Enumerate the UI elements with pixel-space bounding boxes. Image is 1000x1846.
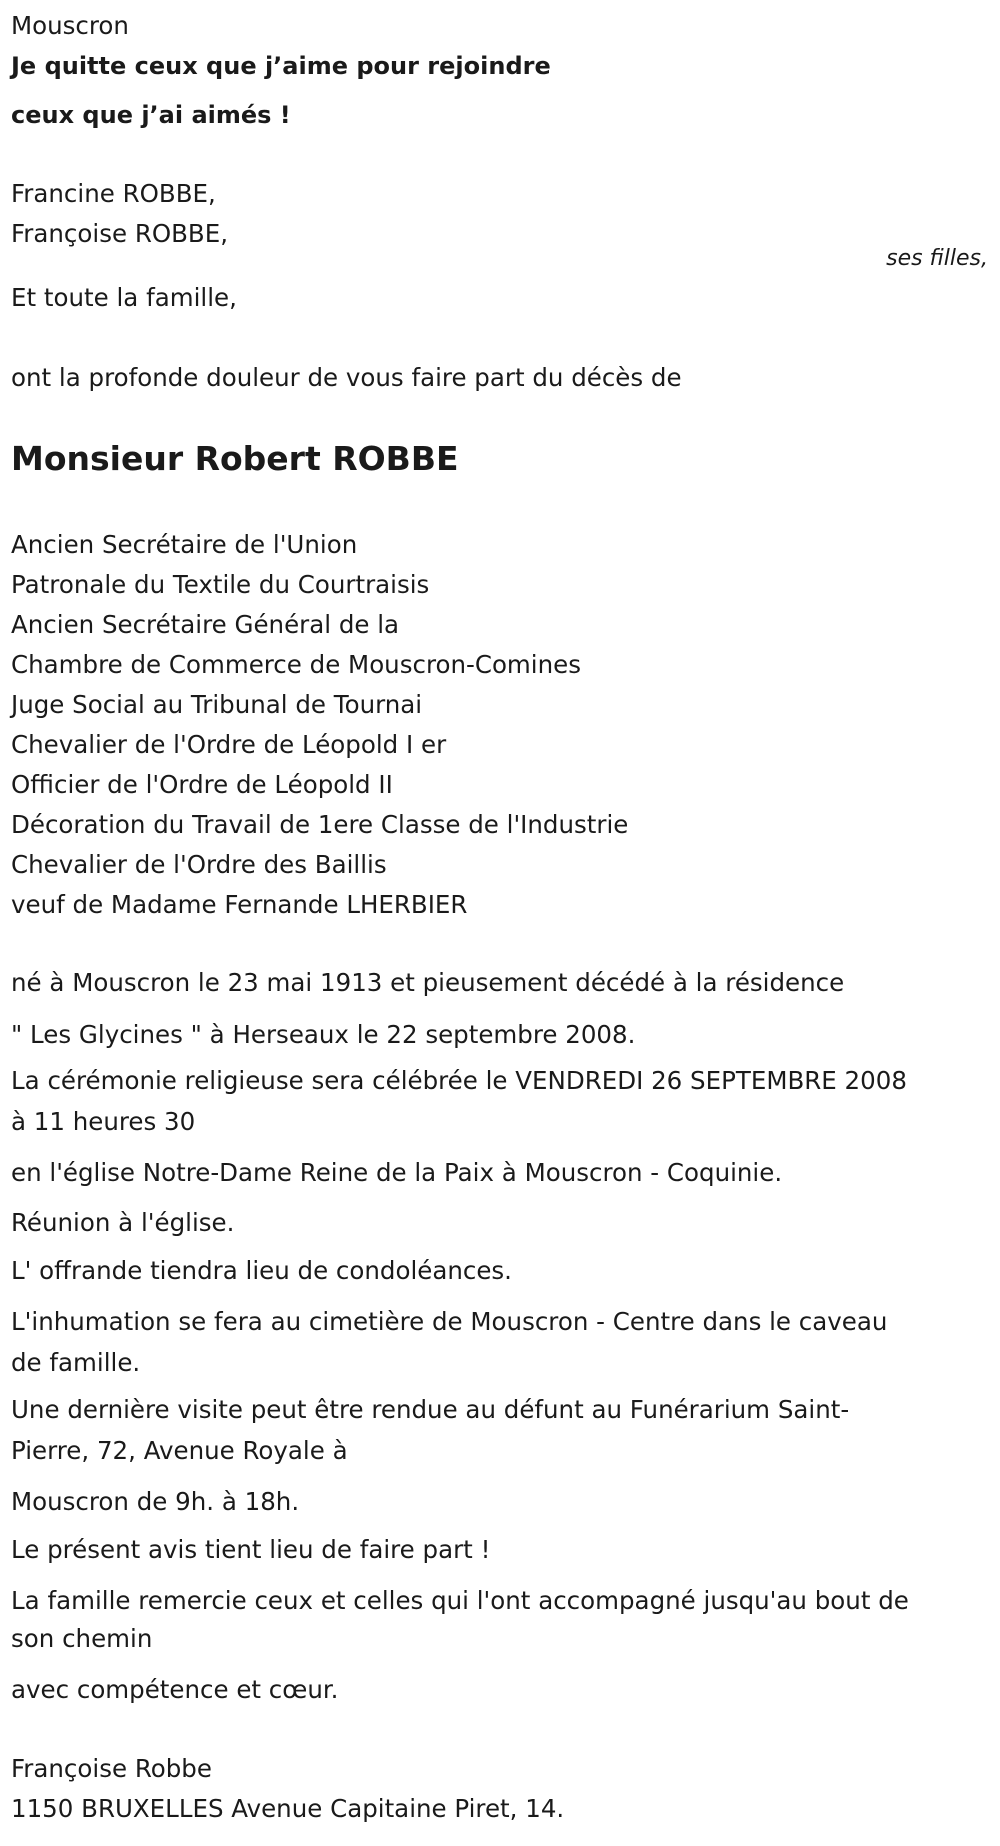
detail-line: né à Mouscron le 23 mai 1913 et pieusement décédé à la résidence (11, 968, 845, 997)
title-line: Juge Social au Tribunal de Tournai (11, 690, 423, 719)
announcement: ont la profonde douleur de vous faire part du décès de (11, 363, 682, 392)
detail-line: Une dernière visite peut être rendue au défunt au Funérarium Saint- (11, 1395, 850, 1424)
title-line: Chevalier de l'Ordre de Léopold I er (11, 730, 447, 759)
title-line: Chambre de Commerce de Mouscron-Comines (11, 650, 581, 679)
deceased-name: Monsieur Robert ROBBE (11, 439, 459, 478)
detail-line: Pierre, 72, Avenue Royale à (11, 1436, 348, 1465)
detail-line: en l'église Notre-Dame Reine de la Paix à Mouscron - Coquinie. (11, 1158, 783, 1187)
title-line: Décoration du Travail de 1ere Classe de l'Industrie (11, 810, 629, 839)
detail-line: L' offrande tiendra lieu de condoléances. (11, 1256, 512, 1285)
contact-address: 1150 BRUXELLES Avenue Capitaine Piret, 14. (11, 1794, 565, 1823)
quote-line: ceux que j’ai aimés ! (11, 101, 291, 129)
detail-line: avec compétence et cœur. (11, 1675, 339, 1704)
detail-line: à 11 heures 30 (11, 1107, 196, 1136)
detail-line: L'inhumation se fera au cimetière de Mouscron - Centre dans le caveau (11, 1307, 888, 1336)
family-member: Françoise ROBBE, (11, 219, 229, 248)
title-line: Officier de l'Ordre de Léopold II (11, 770, 393, 799)
city: Mouscron (11, 11, 129, 40)
detail-line: La famille remercie ceux et celles qui l'ont accompagné jusqu'au bout de (11, 1586, 909, 1615)
title-line: Ancien Secrétaire de l'Union (11, 530, 358, 559)
family-member: Francine ROBBE, (11, 179, 216, 208)
family-relation: ses filles, (886, 246, 988, 271)
detail-line: Le présent avis tient lieu de faire part ! (11, 1535, 491, 1564)
contact-name: Françoise Robbe (11, 1754, 212, 1783)
title-line: Chevalier de l'Ordre des Baillis (11, 850, 387, 879)
detail-line: Réunion à l'église. (11, 1208, 235, 1237)
quote-line: Je quitte ceux que j’aime pour rejoindre (11, 52, 551, 80)
detail-line: " Les Glycines " à Herseaux le 22 septembre 2008. (11, 1020, 636, 1049)
detail-line: de famille. (11, 1348, 141, 1377)
family-rest: Et toute la famille, (11, 283, 237, 312)
title-line: Ancien Secrétaire Général de la (11, 610, 400, 639)
detail-line: La cérémonie religieuse sera célébrée le VENDREDI 26 SEPTEMBRE 2008 (11, 1066, 907, 1095)
detail-line: Mouscron de 9h. à 18h. (11, 1487, 300, 1516)
title-line: Patronale du Textile du Courtraisis (11, 570, 430, 599)
title-line: veuf de Madame Fernande LHERBIER (11, 890, 468, 919)
detail-line: son chemin (11, 1624, 153, 1653)
